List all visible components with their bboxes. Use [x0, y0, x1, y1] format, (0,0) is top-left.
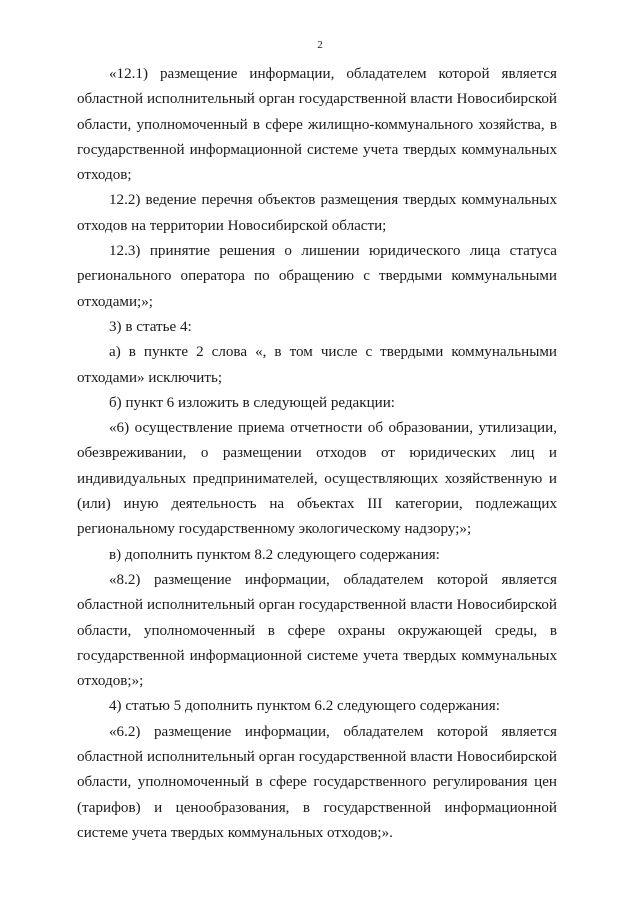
- paragraph-12-2: 12.2) ведение перечня объектов размещения твердых коммунальных отходов на территории Новосибирской области;: [77, 192, 557, 234]
- document-body: [77, 62, 557, 846]
- paragraph-12-3: 12.3) принятие решения о лишении юридического лица статуса регионального оператора по обращению с твердыми коммунальными отходами;»;: [77, 243, 557, 310]
- paragraph-item-v: в) дополнить пунктом 8.2 следующего содержания:: [109, 546, 440, 563]
- paragraph-8-2: «8.2) размещение информации, обладателем которой является областной исполнительный орган государственной власти Новосибирской области, уполномоченный в сфере охраны окружающей среды, в государственной информационной системе учета твердых коммунальных отходов;»;: [77, 571, 557, 690]
- paragraph-12-1: «12.1) размещение информации, обладателем которой является областной исполнительный орган государственной власти Новосибирской области, уполномоченный в сфере жилищно-коммунального хозяйства, в государственной информационной системе учета твердых коммунальных отходов;: [77, 66, 557, 184]
- page-number: 2: [317, 39, 323, 51]
- paragraph-item-b: б) пункт 6 изложить в следующей редакции:: [109, 394, 395, 411]
- paragraph-6: «6) осуществление приема отчетности об образовании, утилизации, обезвреживании, о размещении отходов от юридических лиц и индивидуальных предпринимателей, осуществляющих хозяйственную и (или) иную деятельность на объектах III категории, подлежащих региональному государственному экологическому надзору;»;: [77, 420, 557, 538]
- paragraph-article-5: 4) статью 5 дополнить пунктом 6.2 следующего содержания:: [109, 698, 500, 715]
- paragraph-6-2: «6.2) размещение информации, обладателем которой является областной исполнительный орган государственной власти Новосибирской области, уполномоченный в сфере государственного регулирования цен (тарифов) и ценообразования, в государственной информационной системе учета твердых коммунальных отходов;».: [77, 723, 557, 841]
- paragraph-item-a: а) в пункте 2 слова «, в том числе с твердыми коммунальными отходами» исключить;: [77, 344, 557, 386]
- paragraph-article-4: 3) в статье 4:: [109, 318, 192, 335]
